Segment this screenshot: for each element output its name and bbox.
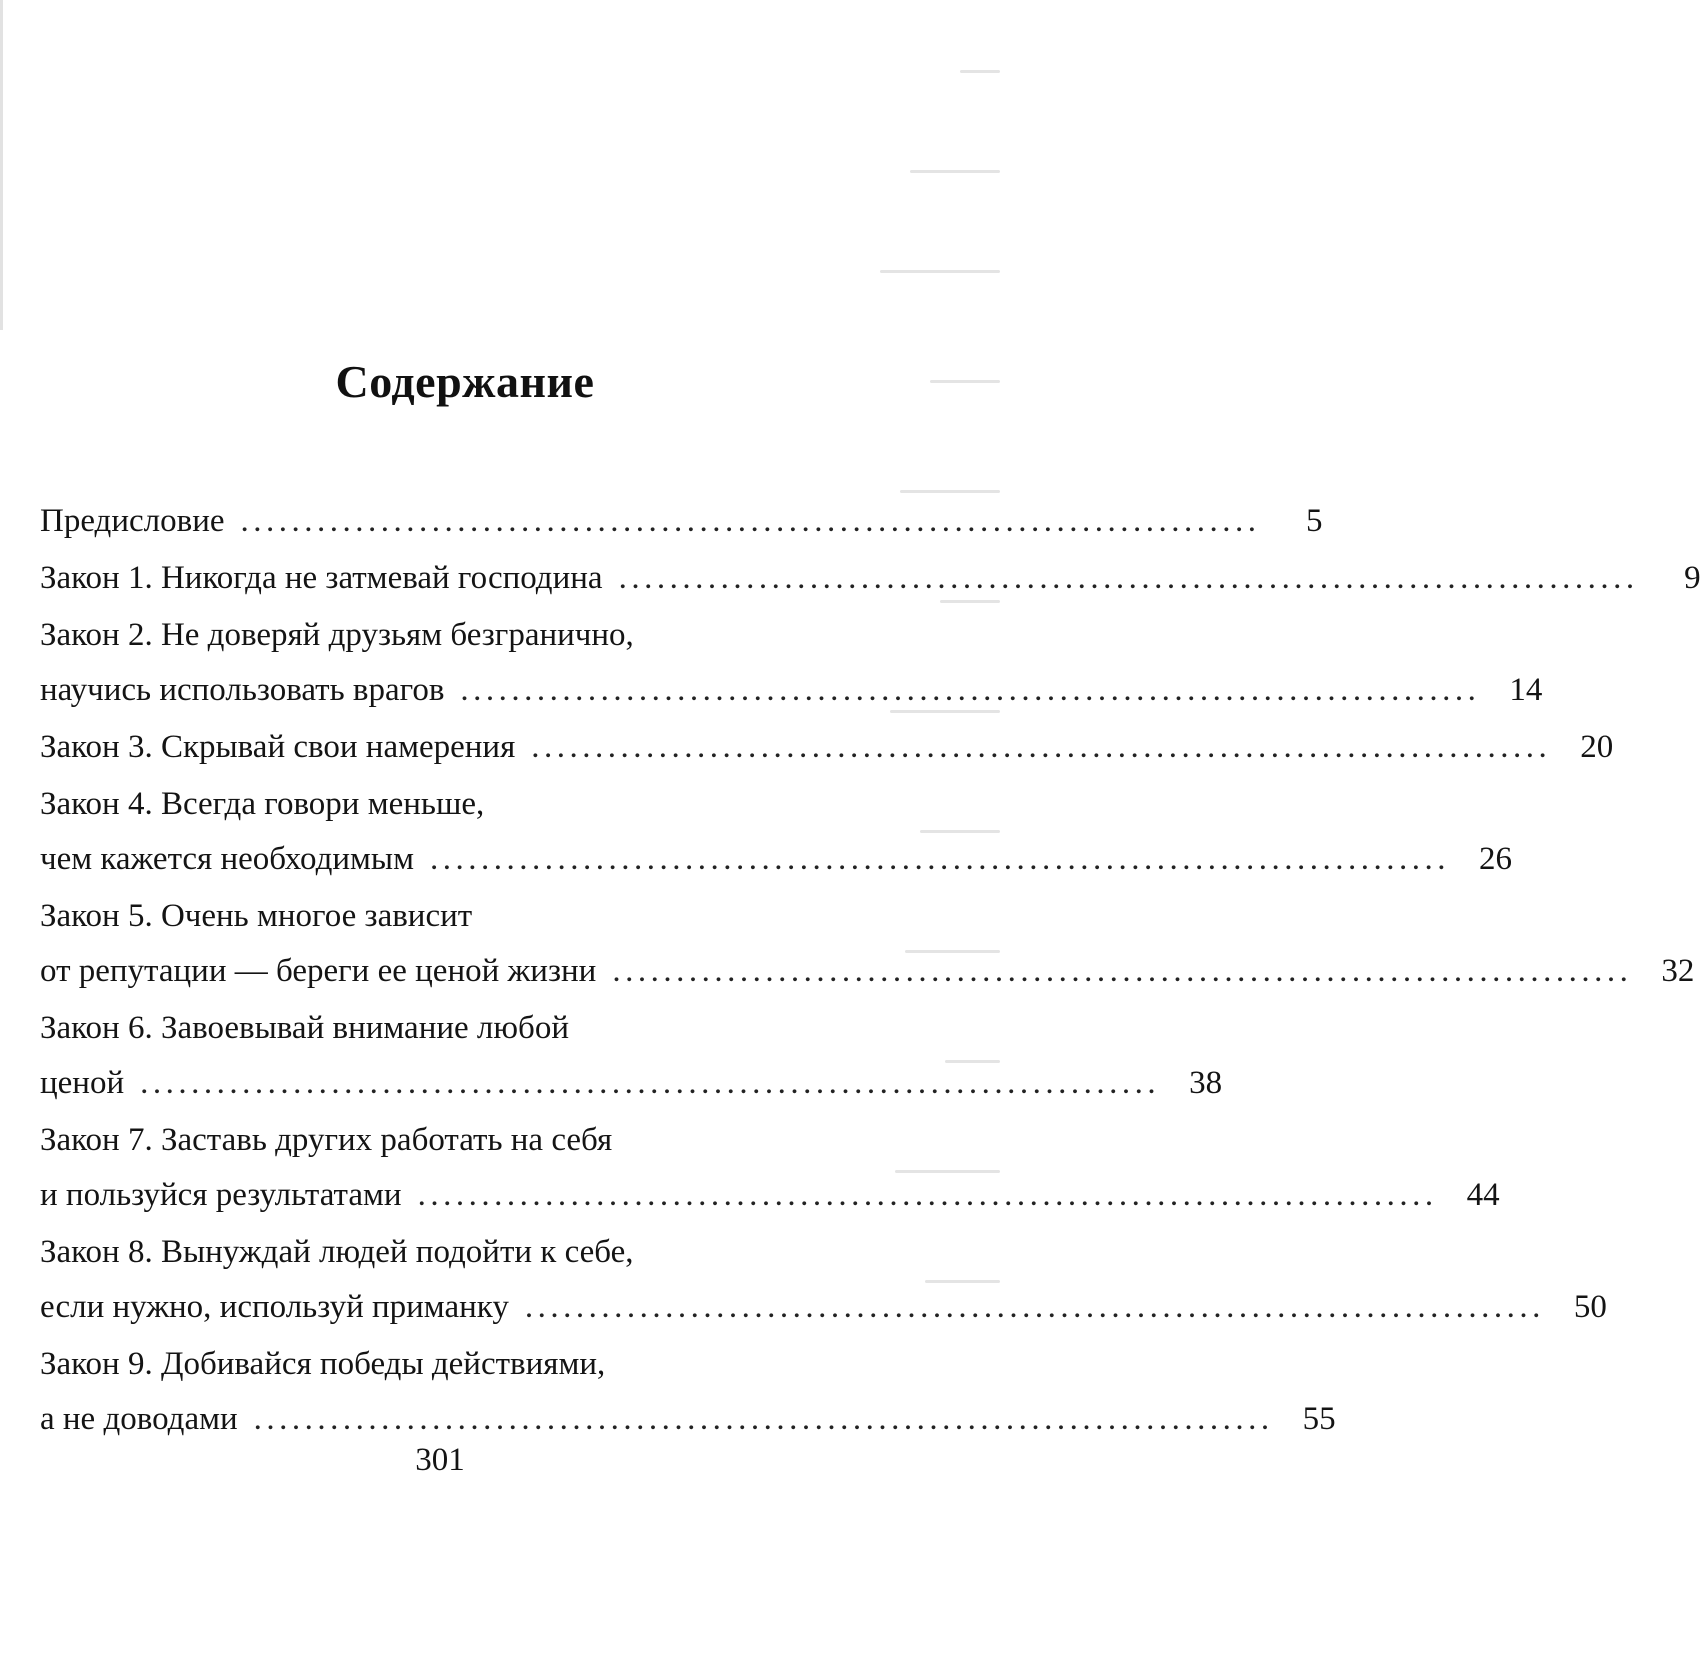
toc-entry-page-number: 55 bbox=[1302, 1401, 1336, 1437]
dot-leader: ................................................................................ bbox=[531, 729, 1552, 765]
toc-entry-row bbox=[40, 1280, 1607, 1335]
toc-entry-page-number: 14 bbox=[1509, 672, 1543, 708]
toc-entry-row bbox=[40, 720, 1614, 775]
toc-entry[interactable] bbox=[40, 494, 1323, 549]
toc-entry-row bbox=[40, 1056, 1223, 1111]
toc-entry-title-line: Закон 4. Всегда говори меньше, bbox=[40, 786, 485, 822]
toc-entry-title-line: Закон 5. Очень многое зависит bbox=[40, 898, 473, 934]
toc-entry-title-line: ценой bbox=[40, 1065, 125, 1101]
dot-leader: ................................................................................ bbox=[417, 1177, 1438, 1213]
toc-entry-title-line: чем кажется необходимым bbox=[40, 841, 414, 877]
page-edge bbox=[0, 0, 3, 330]
toc-entry[interactable] bbox=[40, 551, 1701, 606]
toc-entry-row bbox=[40, 832, 1512, 887]
toc-entry-row bbox=[40, 1168, 1500, 1223]
page-number-footer: 301 bbox=[415, 1442, 465, 1478]
toc-entry[interactable] bbox=[40, 889, 1695, 999]
toc-entry-title-line: Закон 3. Скрывай свои намерения bbox=[40, 729, 516, 765]
toc-entry-page-number: 38 bbox=[1189, 1065, 1223, 1101]
toc-entry-page-number: 44 bbox=[1466, 1177, 1500, 1213]
toc-entry-title-line: Закон 6. Завоевывай внимание любой bbox=[40, 1010, 569, 1046]
toc-entry-row bbox=[40, 494, 1323, 549]
dot-leader: ................................................................................ bbox=[460, 672, 1481, 708]
dot-leader: ................................................................................ bbox=[618, 560, 1639, 596]
toc-entry-page-number: 50 bbox=[1573, 1289, 1607, 1325]
toc-entry[interactable] bbox=[40, 1113, 1500, 1223]
toc-entry[interactable] bbox=[40, 1337, 1336, 1447]
toc-entry-row bbox=[40, 1392, 1336, 1447]
toc-entry-page-number: 26 bbox=[1479, 841, 1512, 877]
dot-leader: ................................................................................ bbox=[612, 953, 1633, 989]
toc-entry-page-number: 20 bbox=[1580, 729, 1614, 765]
toc-entry-title-line: Закон 2. Не доверяй друзьям безгранично, bbox=[40, 617, 634, 653]
dot-leader: ................................................................................ bbox=[524, 1289, 1545, 1325]
toc-entry-title-line: научись использовать врагов bbox=[40, 672, 445, 708]
dot-leader: ................................................................................ bbox=[240, 503, 1261, 539]
dot-leader: ................................................................................ bbox=[253, 1401, 1274, 1437]
toc-entry-page-number: 5 bbox=[1306, 503, 1323, 539]
toc-entry-title-line: Закон 1. Никогда не затмевай господина bbox=[40, 560, 603, 596]
dot-leader: ................................................................................ bbox=[140, 1065, 1161, 1101]
toc-entry[interactable] bbox=[40, 608, 1543, 718]
toc-entry-title-line: а не доводами bbox=[40, 1401, 238, 1437]
toc-entry[interactable] bbox=[40, 1001, 1223, 1111]
toc-entry-title-line: Закон 7. Заставь других работать на себя bbox=[40, 1122, 613, 1158]
toc-entry-page-number: 32 bbox=[1661, 953, 1695, 989]
toc-entry-title-line: от репутации — береги ее ценой жизни bbox=[40, 953, 597, 989]
toc-entry[interactable] bbox=[40, 777, 1512, 887]
toc-entry-title-line: Закон 8. Вынуждай людей подойти к себе, bbox=[40, 1234, 634, 1270]
toc-entry[interactable] bbox=[40, 1225, 1607, 1335]
dot-leader: ................................................................................ bbox=[430, 841, 1450, 877]
toc-entry-row bbox=[40, 944, 1695, 999]
table-of-contents bbox=[40, 494, 1701, 1449]
toc-entry[interactable] bbox=[40, 720, 1614, 775]
toc-entry-page-number: 9 bbox=[1684, 560, 1701, 596]
page-title: Содержание bbox=[335, 356, 595, 407]
toc-entry-title-line: Предисловие bbox=[40, 503, 225, 539]
toc-entry-title-line: и пользуйся результатами bbox=[40, 1177, 402, 1213]
toc-entry-title-line: Закон 9. Добивайся победы действиями, bbox=[40, 1346, 606, 1382]
toc-entry-title-line: если нужно, используй приманку bbox=[40, 1289, 509, 1325]
toc-entry-row bbox=[40, 551, 1701, 606]
toc-entry-row bbox=[40, 663, 1543, 718]
